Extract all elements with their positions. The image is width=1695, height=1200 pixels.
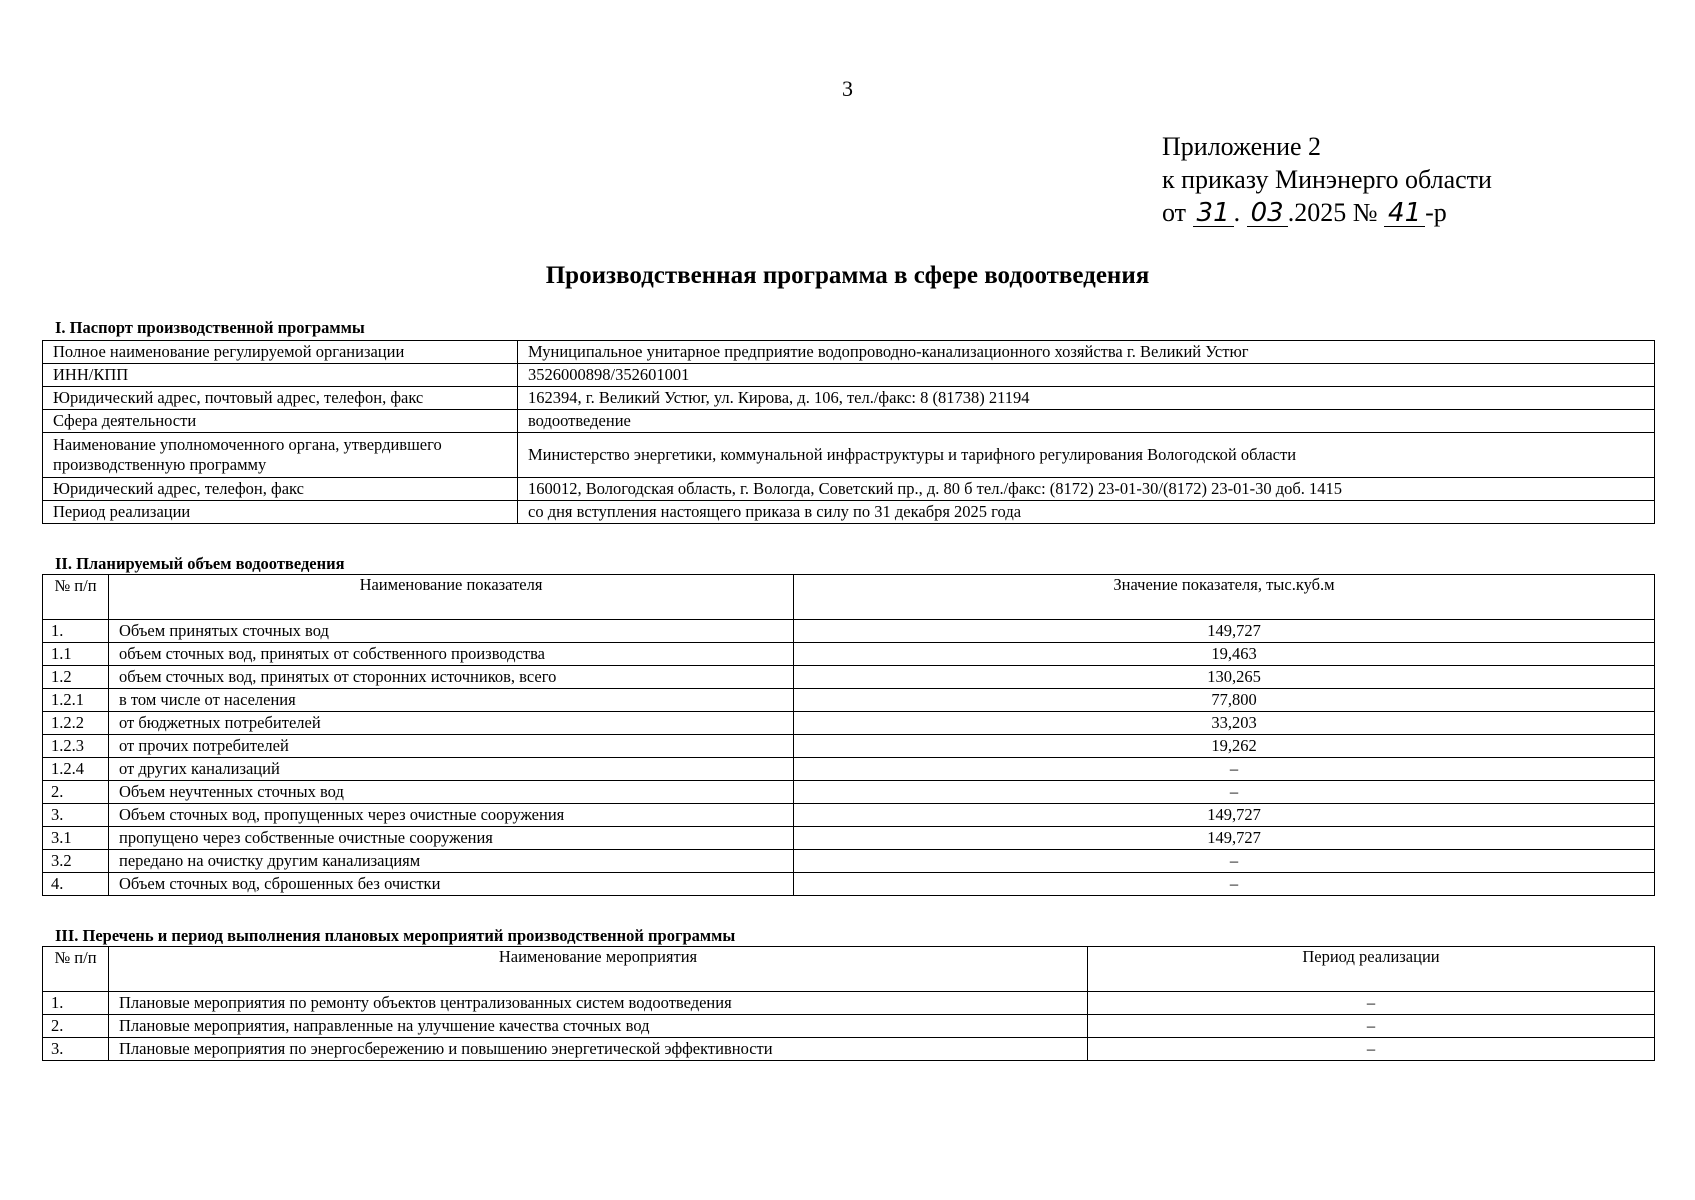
appendix-date-line: [1162, 196, 1492, 229]
column-header-value: Значение показателя, тыс.куб.м: [794, 575, 1655, 620]
table-row: [43, 433, 1655, 478]
appendix-block: [1162, 130, 1492, 229]
table-row: [43, 992, 1655, 1015]
date-separator: .: [1233, 198, 1241, 227]
measure-name: Плановые мероприятия по ремонту объектов централизованных систем водоотведения: [109, 992, 1088, 1015]
row-number: 1.2.3: [43, 735, 109, 758]
indicator-name: в том числе от населения: [109, 689, 794, 712]
measure-name: Плановые мероприятия по энергосбережению и повышению энергетической эффективности: [109, 1038, 1088, 1061]
column-header-indicator: Наименование показателя: [109, 575, 794, 620]
row-number: 1.2: [43, 666, 109, 689]
measure-period: –: [1088, 992, 1655, 1015]
row-number: 1.: [43, 992, 109, 1015]
table-row: [43, 735, 1655, 758]
indicator-value: –: [794, 781, 1655, 804]
indicator-value: –: [794, 758, 1655, 781]
indicator-value: 19,262: [794, 735, 1655, 758]
table-row: [43, 873, 1655, 896]
table-row: [43, 410, 1655, 433]
table-row: [43, 620, 1655, 643]
indicator-value: 130,265: [794, 666, 1655, 689]
indicator-name: Объем неучтенных сточных вод: [109, 781, 794, 804]
indicator-name: Объем сточных вод, пропущенных через очистные сооружения: [109, 804, 794, 827]
order-number-handwritten: 41: [1384, 200, 1425, 227]
table-row: [43, 364, 1655, 387]
row-number: 3.1: [43, 827, 109, 850]
column-header-period: Период реализации: [1088, 947, 1655, 992]
row-number: 3.2: [43, 850, 109, 873]
column-header-number: № п/п: [43, 575, 109, 620]
indicator-value: 149,727: [794, 804, 1655, 827]
indicator-value: 149,727: [794, 620, 1655, 643]
table-row: [43, 758, 1655, 781]
indicator-name: объем сточных вод, принятых от собственного производства: [109, 643, 794, 666]
passport-value: 160012, Вологодская область, г. Вологда, Советский пр., д. 80 б тел./факс: (8172) 23-01-30/(8172) 23-01-30 доб. 1415: [518, 478, 1655, 501]
indicator-name: пропущено через собственные очистные сооружения: [109, 827, 794, 850]
row-number: 1.: [43, 620, 109, 643]
row-number: 1.1: [43, 643, 109, 666]
table-row: [43, 387, 1655, 410]
indicator-value: 33,203: [794, 712, 1655, 735]
date-year: .2025 №: [1287, 198, 1378, 227]
indicator-value: 149,727: [794, 827, 1655, 850]
passport-value: 162394, г. Великий Устюг, ул. Кирова, д. 106, тел./факс: 8 (81738) 21194: [518, 387, 1655, 410]
passport-label: Наименование уполномоченного органа, утвердившего производственную программу: [43, 433, 518, 478]
section3-heading: III. Перечень и период выполнения плановых мероприятий производственной программы: [55, 926, 736, 945]
table-header-row: [43, 575, 1655, 620]
table-row: [43, 827, 1655, 850]
row-number: 1.2.4: [43, 758, 109, 781]
passport-value: Муниципальное унитарное предприятие водопроводно-канализационного хозяйства г. Великий Устюг: [518, 341, 1655, 364]
indicator-name: объем сточных вод, принятых от сторонних источников, всего: [109, 666, 794, 689]
indicator-value: 77,800: [794, 689, 1655, 712]
row-number: 4.: [43, 873, 109, 896]
order-suffix: -р: [1425, 198, 1447, 227]
indicator-value: –: [794, 850, 1655, 873]
table-header-row: [43, 947, 1655, 992]
table-row: [43, 850, 1655, 873]
indicator-value: 19,463: [794, 643, 1655, 666]
table-row: [43, 712, 1655, 735]
table-row: [43, 689, 1655, 712]
indicator-name: от прочих потребителей: [109, 735, 794, 758]
passport-label: Период реализации: [43, 501, 518, 524]
section2-heading: II. Планируемый объем водоотведения: [55, 554, 345, 573]
indicator-name: Объем принятых сточных вод: [109, 620, 794, 643]
passport-value: 3526000898/352601001: [518, 364, 1655, 387]
row-number: 2.: [43, 1015, 109, 1038]
table-row: [43, 781, 1655, 804]
measures-table: [42, 946, 1655, 1061]
row-number: 1.2.1: [43, 689, 109, 712]
column-header-number: № п/п: [43, 947, 109, 992]
date-day-handwritten: 31: [1193, 200, 1234, 227]
document-title: Производственная программа в сфере водоотведения: [545, 262, 1150, 289]
indicator-name: передано на очистку другим канализациям: [109, 850, 794, 873]
table-row: [43, 666, 1655, 689]
indicator-name: от бюджетных потребителей: [109, 712, 794, 735]
measure-period: –: [1088, 1038, 1655, 1061]
passport-value: водоотведение: [518, 410, 1655, 433]
page-number: 3: [842, 76, 853, 101]
date-prefix: от: [1162, 198, 1187, 227]
column-header-measure: Наименование мероприятия: [109, 947, 1088, 992]
table-row: [43, 501, 1655, 524]
date-month-handwritten: 03: [1247, 200, 1288, 227]
indicator-name: Объем сточных вод, сброшенных без очистки: [109, 873, 794, 896]
appendix-order-ref: к приказу Минэнерго области: [1162, 165, 1492, 194]
table-row: [43, 643, 1655, 666]
section1-heading: I. Паспорт производственной программы: [55, 318, 365, 337]
measure-period: –: [1088, 1015, 1655, 1038]
passport-table: [42, 340, 1655, 524]
row-number: 2.: [43, 781, 109, 804]
passport-label: Полное наименование регулируемой организации: [43, 341, 518, 364]
passport-label: ИНН/КПП: [43, 364, 518, 387]
table-row: [43, 478, 1655, 501]
table-row: [43, 804, 1655, 827]
passport-value: со дня вступления настоящего приказа в силу по 31 декабря 2025 года: [518, 501, 1655, 524]
appendix-title: Приложение 2: [1162, 132, 1322, 161]
passport-value: Министерство энергетики, коммунальной инфраструктуры и тарифного регулирования Вологодской области: [518, 433, 1655, 478]
indicator-name: от других канализаций: [109, 758, 794, 781]
table-row: [43, 1038, 1655, 1061]
row-number: 3.: [43, 804, 109, 827]
indicator-value: –: [794, 873, 1655, 896]
table-row: [43, 341, 1655, 364]
row-number: 1.2.2: [43, 712, 109, 735]
passport-label: Юридический адрес, почтовый адрес, телефон, факс: [43, 387, 518, 410]
passport-label: Юридический адрес, телефон, факс: [43, 478, 518, 501]
row-number: 3.: [43, 1038, 109, 1061]
measure-name: Плановые мероприятия, направленные на улучшение качества сточных вод: [109, 1015, 1088, 1038]
volume-table: [42, 574, 1655, 896]
table-row: [43, 1015, 1655, 1038]
passport-label: Сфера деятельности: [43, 410, 518, 433]
